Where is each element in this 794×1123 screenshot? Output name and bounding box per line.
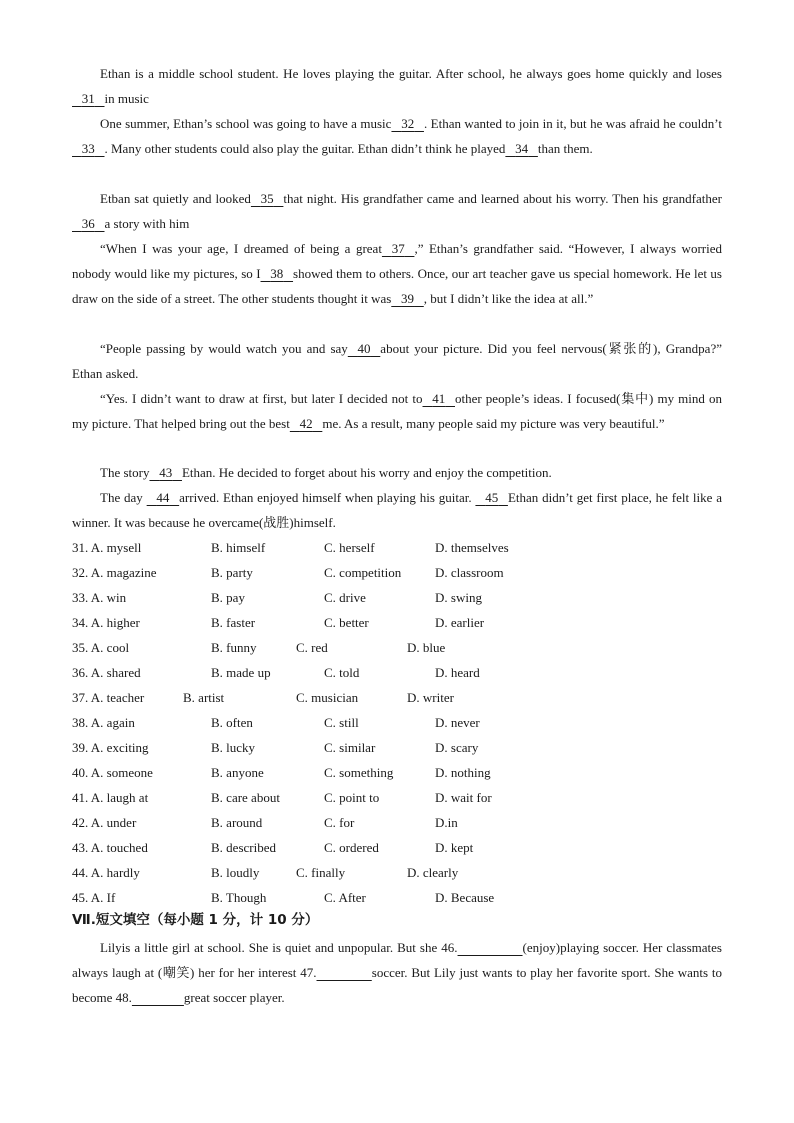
- option-b[interactable]: B. party: [211, 565, 253, 580]
- blank-31[interactable]: 31: [81, 91, 95, 106]
- blank-46[interactable]: [458, 935, 523, 960]
- option-d[interactable]: D. classroom: [435, 565, 504, 580]
- option-a[interactable]: 44. A. hardly: [72, 865, 140, 880]
- blank-43[interactable]: 43: [159, 465, 173, 480]
- option-a[interactable]: 41. A. laugh at: [72, 790, 149, 805]
- option-c[interactable]: C. After: [324, 890, 366, 905]
- option-d[interactable]: D. earlier: [435, 615, 485, 630]
- option-d[interactable]: D. swing: [435, 590, 482, 605]
- blank-42[interactable]: 42: [299, 416, 313, 431]
- option-d[interactable]: D. blue: [407, 640, 446, 655]
- blank-45[interactable]: 45: [485, 490, 499, 505]
- option-c[interactable]: C. musician: [296, 690, 359, 705]
- option-a[interactable]: 43. A. touched: [72, 840, 148, 855]
- option-b[interactable]: B. pay: [211, 590, 245, 605]
- blank-34[interactable]: 34: [515, 141, 529, 156]
- option-b[interactable]: B. Though: [211, 890, 267, 905]
- option-b[interactable]: B. care about: [211, 790, 280, 805]
- option-a[interactable]: 35. A. cool: [72, 640, 130, 655]
- blank-38[interactable]: 38: [270, 266, 284, 281]
- option-d[interactable]: D. heard: [435, 665, 480, 680]
- option-c[interactable]: C. herself: [324, 540, 375, 555]
- section-7-title: Ⅶ.短文填空（每小题 1 分，计 10 分）: [72, 912, 319, 928]
- blank-37[interactable]: 37: [391, 241, 405, 256]
- option-d[interactable]: D.in: [435, 815, 458, 830]
- option-c[interactable]: C. point to: [324, 790, 380, 805]
- passage-paragraph-7: The story 43 Ethan. He decided to forget about his worry and enjoy the competition.: [72, 460, 722, 485]
- blank-36[interactable]: 36: [81, 216, 95, 231]
- option-b[interactable]: B. often: [211, 715, 253, 730]
- blank-48[interactable]: [132, 985, 184, 1010]
- passage-paragraph-5: “People passing by would watch you and say 40 about your picture. Did you feel nervous(紧张的), Grandpa?” Ethan asked.: [72, 336, 722, 386]
- blank-33[interactable]: 33: [81, 141, 95, 156]
- option-a[interactable]: 36. A. shared: [72, 665, 141, 680]
- option-a[interactable]: 33. A. win: [72, 590, 127, 605]
- option-b[interactable]: B. around: [211, 815, 263, 830]
- option-d[interactable]: D. writer: [407, 690, 454, 705]
- option-d[interactable]: D. scary: [435, 740, 479, 755]
- option-c[interactable]: C. finally: [296, 865, 346, 880]
- option-a[interactable]: 38. A. again: [72, 715, 135, 730]
- option-b[interactable]: B. made up: [211, 665, 271, 680]
- passage-paragraph-3: Etban sat quietly and looked 35 that night. His grandfather came and learned about his worry. Then his grandfather 36 a story with him: [72, 186, 722, 236]
- option-c[interactable]: C. better: [324, 615, 369, 630]
- option-a[interactable]: 31. A. mysell: [72, 540, 142, 555]
- option-a[interactable]: 37. A. teacher: [72, 690, 145, 705]
- option-c[interactable]: C. red: [296, 640, 328, 655]
- blank-41[interactable]: 41: [432, 391, 446, 406]
- option-c[interactable]: C. told: [324, 665, 360, 680]
- passage-paragraph-4: “When I was your age, I dreamed of being a great 37 ,” Ethan’s grandfather said. “However, I always worried nobody would like my pictures, so I 38 showed them to others. Once, our art teacher gave us special homework. He let us draw on the side of a street. The other students thought it was 39 , but I didn’t like the idea at all.”: [72, 236, 722, 311]
- option-b[interactable]: B. anyone: [211, 765, 264, 780]
- option-c[interactable]: C. drive: [324, 590, 366, 605]
- option-c[interactable]: C. ordered: [324, 840, 379, 855]
- option-c[interactable]: C. competition: [324, 565, 402, 580]
- option-b[interactable]: B. himself: [211, 540, 266, 555]
- option-b[interactable]: B. artist: [183, 690, 225, 705]
- passage-paragraph-6: “Yes. I didn’t want to draw at first, but later I decided not to 41 other people’s ideas. I focused(集中) my mind on my picture. That helped bring out the best 42 me. As a result, many people said my picture was very beautiful.”: [72, 386, 722, 436]
- option-d[interactable]: D. kept: [435, 840, 474, 855]
- option-d[interactable]: D. never: [435, 715, 480, 730]
- blank-47[interactable]: [317, 960, 372, 985]
- option-b[interactable]: B. lucky: [211, 740, 256, 755]
- option-d[interactable]: D. themselves: [435, 540, 509, 555]
- option-a[interactable]: 34. A. higher: [72, 615, 140, 630]
- option-c[interactable]: C. still: [324, 715, 359, 730]
- option-c[interactable]: C. something: [324, 765, 394, 780]
- option-d[interactable]: D. Because: [435, 890, 495, 905]
- section-7-paragraph: Lilyis a little girl at school. She is quiet and unpopular. But she 46. (enjoy)playing soccer. Her classmates always laugh at (嘲笑) her for her interest 47. soccer. But Lily just wants to play her favorite sport. She wants to become 48. great soccer player.: [72, 935, 722, 1010]
- option-c[interactable]: C. for: [324, 815, 355, 830]
- passage-paragraph-8: The day 44 arrived. Ethan enjoyed himself when playing his guitar. 45 Ethan didn’t get first place, he felt like a winner. It was because he overcame(战胜)himself.: [72, 485, 722, 535]
- blank-44[interactable]: 44: [156, 490, 170, 505]
- option-c[interactable]: C. similar: [324, 740, 376, 755]
- blank-35[interactable]: 35: [260, 191, 274, 206]
- option-b[interactable]: B. described: [211, 840, 276, 855]
- option-b[interactable]: B. faster: [211, 615, 256, 630]
- blank-32[interactable]: 32: [401, 116, 415, 131]
- option-d[interactable]: D. nothing: [435, 765, 491, 780]
- option-a[interactable]: 40. A. someone: [72, 765, 153, 780]
- option-a[interactable]: 39. A. exciting: [72, 740, 149, 755]
- option-a[interactable]: 42. A. under: [72, 815, 137, 830]
- option-a[interactable]: 45. A. If: [72, 890, 116, 905]
- option-d[interactable]: D. wait for: [435, 790, 492, 805]
- option-d[interactable]: D. clearly: [407, 865, 459, 880]
- blank-39[interactable]: 39: [401, 291, 415, 306]
- passage-paragraph-1: Ethan is a middle school student. He loves playing the guitar. After school, he always goes home quickly and loses 31 in music: [72, 61, 722, 111]
- passage-paragraph-2: One summer, Ethan’s school was going to have a music 32 . Ethan wanted to join in it, but he was afraid he couldn’t 33 . Many other students could also play the guitar. Ethan didn’t think he played 34 than them.: [72, 111, 722, 161]
- option-b[interactable]: B. loudly: [211, 865, 260, 880]
- blank-40[interactable]: 40: [357, 341, 371, 356]
- option-b[interactable]: B. funny: [211, 640, 257, 655]
- option-a[interactable]: 32. A. magazine: [72, 565, 157, 580]
